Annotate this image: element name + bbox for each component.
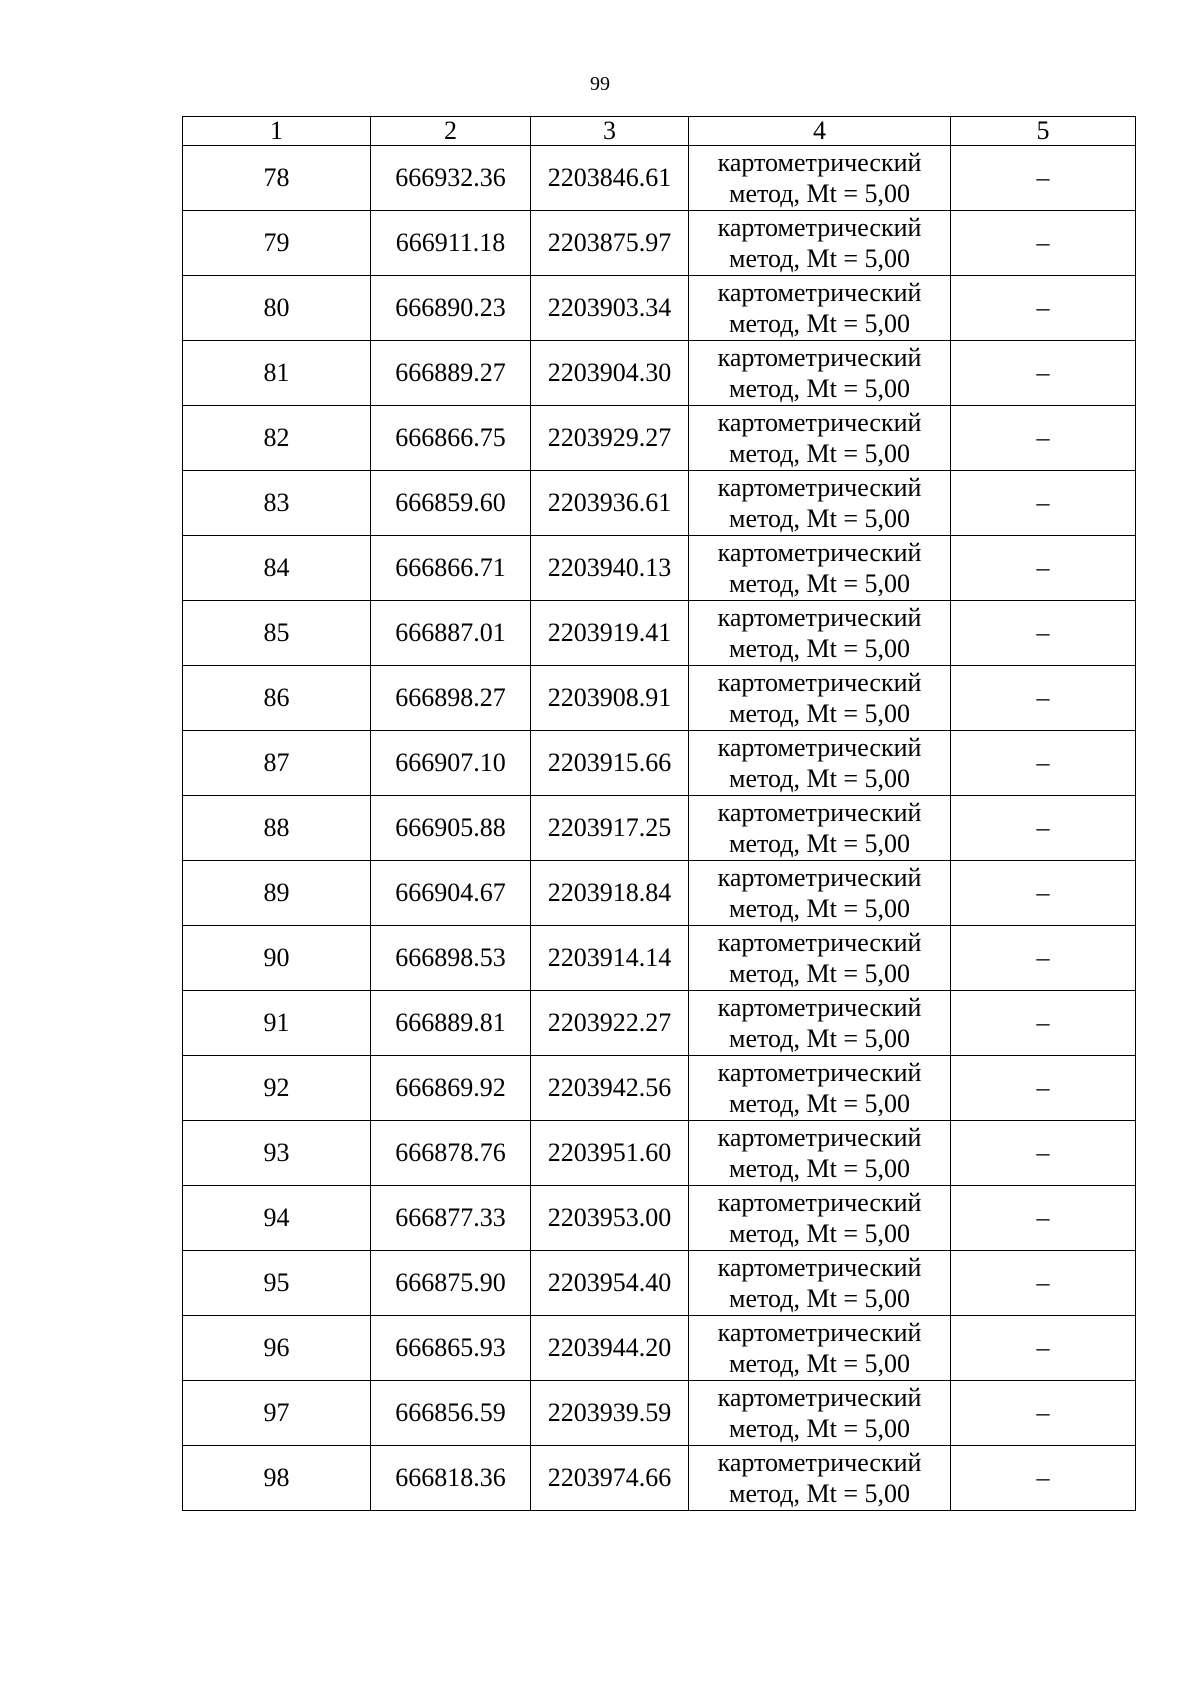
note-cell: –: [951, 601, 1136, 666]
point-number-cell: 98: [183, 1446, 371, 1511]
method-line-1: картометрический: [717, 668, 922, 697]
method-line-1: картометрический: [717, 1383, 922, 1412]
note-cell: –: [951, 861, 1136, 926]
x-coordinate-cell: 666907.10: [371, 731, 531, 796]
page-number: 99: [590, 73, 610, 95]
method-line-2: метод, Mt = 5,00: [729, 829, 910, 858]
method-line-1: картометрический: [717, 538, 922, 567]
method-line-1: картометрический: [717, 148, 922, 177]
method-cell: [689, 1316, 951, 1381]
method-line-1: картометрический: [717, 1253, 922, 1282]
method-cell: [689, 1251, 951, 1316]
method-line-1: картометрический: [717, 473, 922, 502]
method-line-1: картометрический: [717, 993, 922, 1022]
y-coordinate-cell: 2203914.14: [531, 926, 689, 991]
method-line-1: картометрический: [717, 1058, 922, 1087]
method-line-2: метод, Mt = 5,00: [729, 699, 910, 728]
point-number-cell: 80: [183, 276, 371, 341]
y-coordinate-cell: 2203954.40: [531, 1251, 689, 1316]
y-coordinate-cell: 2203919.41: [531, 601, 689, 666]
method-line-2: метод, Mt = 5,00: [729, 1284, 910, 1313]
method-line-1: картометрический: [717, 213, 922, 242]
y-coordinate-cell: 2203936.61: [531, 471, 689, 536]
note-cell: –: [951, 536, 1136, 601]
table-row: [183, 341, 1136, 406]
method-line-2: метод, Mt = 5,00: [729, 1089, 910, 1118]
table-row: [183, 991, 1136, 1056]
point-number-cell: 78: [183, 146, 371, 211]
method-cell: [689, 341, 951, 406]
method-line-1: картометрический: [717, 408, 922, 437]
y-coordinate-cell: 2203908.91: [531, 666, 689, 731]
note-cell: –: [951, 471, 1136, 536]
table-row: [183, 1251, 1136, 1316]
method-cell: [689, 861, 951, 926]
x-coordinate-cell: 666878.76: [371, 1121, 531, 1186]
method-cell: [689, 731, 951, 796]
table-row: [183, 926, 1136, 991]
point-number-cell: 94: [183, 1186, 371, 1251]
method-line-1: картометрический: [717, 863, 922, 892]
method-line-1: картометрический: [717, 603, 922, 632]
note-cell: –: [951, 341, 1136, 406]
header-col-3: 3: [531, 117, 689, 146]
point-number-cell: 82: [183, 406, 371, 471]
table-row: [183, 406, 1136, 471]
note-cell: –: [951, 276, 1136, 341]
table-row: [183, 536, 1136, 601]
x-coordinate-cell: 666887.01: [371, 601, 531, 666]
y-coordinate-cell: 2203929.27: [531, 406, 689, 471]
method-line-2: метод, Mt = 5,00: [729, 439, 910, 468]
point-number-cell: 83: [183, 471, 371, 536]
method-line-2: метод, Mt = 5,00: [729, 1219, 910, 1248]
x-coordinate-cell: 666904.67: [371, 861, 531, 926]
table-row: [183, 276, 1136, 341]
method-line-2: метод, Mt = 5,00: [729, 1479, 910, 1508]
note-cell: –: [951, 731, 1136, 796]
method-line-1: картометрический: [717, 278, 922, 307]
y-coordinate-cell: 2203875.97: [531, 211, 689, 276]
y-coordinate-cell: 2203917.25: [531, 796, 689, 861]
note-cell: –: [951, 1186, 1136, 1251]
method-line-2: метод, Mt = 5,00: [729, 1024, 910, 1053]
method-line-2: метод, Mt = 5,00: [729, 764, 910, 793]
method-line-1: картометрический: [717, 343, 922, 372]
method-line-2: метод, Mt = 5,00: [729, 959, 910, 988]
table-header: [183, 117, 1136, 146]
method-cell: [689, 1186, 951, 1251]
method-line-1: картометрический: [717, 928, 922, 957]
method-line-1: картометрический: [717, 1448, 922, 1477]
point-number-cell: 84: [183, 536, 371, 601]
y-coordinate-cell: 2203942.56: [531, 1056, 689, 1121]
x-coordinate-cell: 666866.71: [371, 536, 531, 601]
table-row: [183, 1446, 1136, 1511]
x-coordinate-cell: 666859.60: [371, 471, 531, 536]
table-row: [183, 1316, 1136, 1381]
y-coordinate-cell: 2203939.59: [531, 1381, 689, 1446]
y-coordinate-cell: 2203944.20: [531, 1316, 689, 1381]
method-line-2: метод, Mt = 5,00: [729, 244, 910, 273]
method-cell: [689, 1381, 951, 1446]
y-coordinate-cell: 2203951.60: [531, 1121, 689, 1186]
note-cell: –: [951, 211, 1136, 276]
method-line-2: метод, Mt = 5,00: [729, 309, 910, 338]
note-cell: –: [951, 1121, 1136, 1186]
method-line-1: картометрический: [717, 1188, 922, 1217]
method-cell: [689, 146, 951, 211]
method-cell: [689, 926, 951, 991]
note-cell: –: [951, 1251, 1136, 1316]
table-row: [183, 666, 1136, 731]
point-number-cell: 96: [183, 1316, 371, 1381]
x-coordinate-cell: 666889.81: [371, 991, 531, 1056]
x-coordinate-cell: 666869.92: [371, 1056, 531, 1121]
method-cell: [689, 536, 951, 601]
method-cell: [689, 666, 951, 731]
y-coordinate-cell: 2203922.27: [531, 991, 689, 1056]
x-coordinate-cell: 666818.36: [371, 1446, 531, 1511]
x-coordinate-cell: 666898.27: [371, 666, 531, 731]
table-row: [183, 731, 1136, 796]
table-row: [183, 211, 1136, 276]
method-line-2: метод, Mt = 5,00: [729, 569, 910, 598]
x-coordinate-cell: 666898.53: [371, 926, 531, 991]
point-number-cell: 88: [183, 796, 371, 861]
method-line-2: метод, Mt = 5,00: [729, 374, 910, 403]
note-cell: –: [951, 926, 1136, 991]
y-coordinate-cell: 2203940.13: [531, 536, 689, 601]
y-coordinate-cell: 2203953.00: [531, 1186, 689, 1251]
note-cell: –: [951, 1316, 1136, 1381]
note-cell: –: [951, 146, 1136, 211]
method-line-1: картометрический: [717, 1123, 922, 1152]
header-col-4: 4: [689, 117, 951, 146]
x-coordinate-cell: 666875.90: [371, 1251, 531, 1316]
y-coordinate-cell: 2203974.66: [531, 1446, 689, 1511]
note-cell: –: [951, 406, 1136, 471]
point-number-cell: 89: [183, 861, 371, 926]
point-number-cell: 87: [183, 731, 371, 796]
x-coordinate-cell: 666932.36: [371, 146, 531, 211]
coordinates-table: [182, 116, 1136, 1511]
y-coordinate-cell: 2203918.84: [531, 861, 689, 926]
method-cell: [689, 276, 951, 341]
table-row: [183, 1381, 1136, 1446]
table-row: [183, 796, 1136, 861]
note-cell: –: [951, 1381, 1136, 1446]
method-cell: [689, 406, 951, 471]
table-row: [183, 1121, 1136, 1186]
y-coordinate-cell: 2203904.30: [531, 341, 689, 406]
method-line-2: метод, Mt = 5,00: [729, 1154, 910, 1183]
x-coordinate-cell: 666865.93: [371, 1316, 531, 1381]
point-number-cell: 92: [183, 1056, 371, 1121]
y-coordinate-cell: 2203915.66: [531, 731, 689, 796]
y-coordinate-cell: 2203846.61: [531, 146, 689, 211]
point-number-cell: 90: [183, 926, 371, 991]
point-number-cell: 86: [183, 666, 371, 731]
method-cell: [689, 796, 951, 861]
point-number-cell: 97: [183, 1381, 371, 1446]
method-cell: [689, 601, 951, 666]
x-coordinate-cell: 666911.18: [371, 211, 531, 276]
method-cell: [689, 471, 951, 536]
method-line-1: картометрический: [717, 798, 922, 827]
method-line-1: картометрический: [717, 1318, 922, 1347]
method-cell: [689, 1056, 951, 1121]
table-row: [183, 861, 1136, 926]
method-line-2: метод, Mt = 5,00: [729, 179, 910, 208]
method-line-2: метод, Mt = 5,00: [729, 504, 910, 533]
note-cell: –: [951, 991, 1136, 1056]
header-col-1: 1: [183, 117, 371, 146]
x-coordinate-cell: 666890.23: [371, 276, 531, 341]
table-row: [183, 601, 1136, 666]
x-coordinate-cell: 666866.75: [371, 406, 531, 471]
method-line-2: метод, Mt = 5,00: [729, 1349, 910, 1378]
point-number-cell: 93: [183, 1121, 371, 1186]
table-body: [183, 146, 1136, 1511]
point-number-cell: 79: [183, 211, 371, 276]
x-coordinate-cell: 666889.27: [371, 341, 531, 406]
point-number-cell: 81: [183, 341, 371, 406]
x-coordinate-cell: 666905.88: [371, 796, 531, 861]
method-cell: [689, 1446, 951, 1511]
method-line-2: метод, Mt = 5,00: [729, 1414, 910, 1443]
table-row: [183, 1056, 1136, 1121]
table-row: [183, 1186, 1136, 1251]
header-row: [183, 117, 1136, 146]
note-cell: –: [951, 666, 1136, 731]
table-row: [183, 471, 1136, 536]
point-number-cell: 91: [183, 991, 371, 1056]
table-row: [183, 146, 1136, 211]
x-coordinate-cell: 666856.59: [371, 1381, 531, 1446]
note-cell: –: [951, 1446, 1136, 1511]
method-line-2: метод, Mt = 5,00: [729, 894, 910, 923]
method-cell: [689, 211, 951, 276]
y-coordinate-cell: 2203903.34: [531, 276, 689, 341]
method-line-1: картометрический: [717, 733, 922, 762]
point-number-cell: 95: [183, 1251, 371, 1316]
note-cell: –: [951, 796, 1136, 861]
note-cell: –: [951, 1056, 1136, 1121]
header-col-5: 5: [951, 117, 1136, 146]
method-cell: [689, 1121, 951, 1186]
header-col-2: 2: [371, 117, 531, 146]
method-cell: [689, 991, 951, 1056]
method-line-2: метод, Mt = 5,00: [729, 634, 910, 663]
point-number-cell: 85: [183, 601, 371, 666]
x-coordinate-cell: 666877.33: [371, 1186, 531, 1251]
